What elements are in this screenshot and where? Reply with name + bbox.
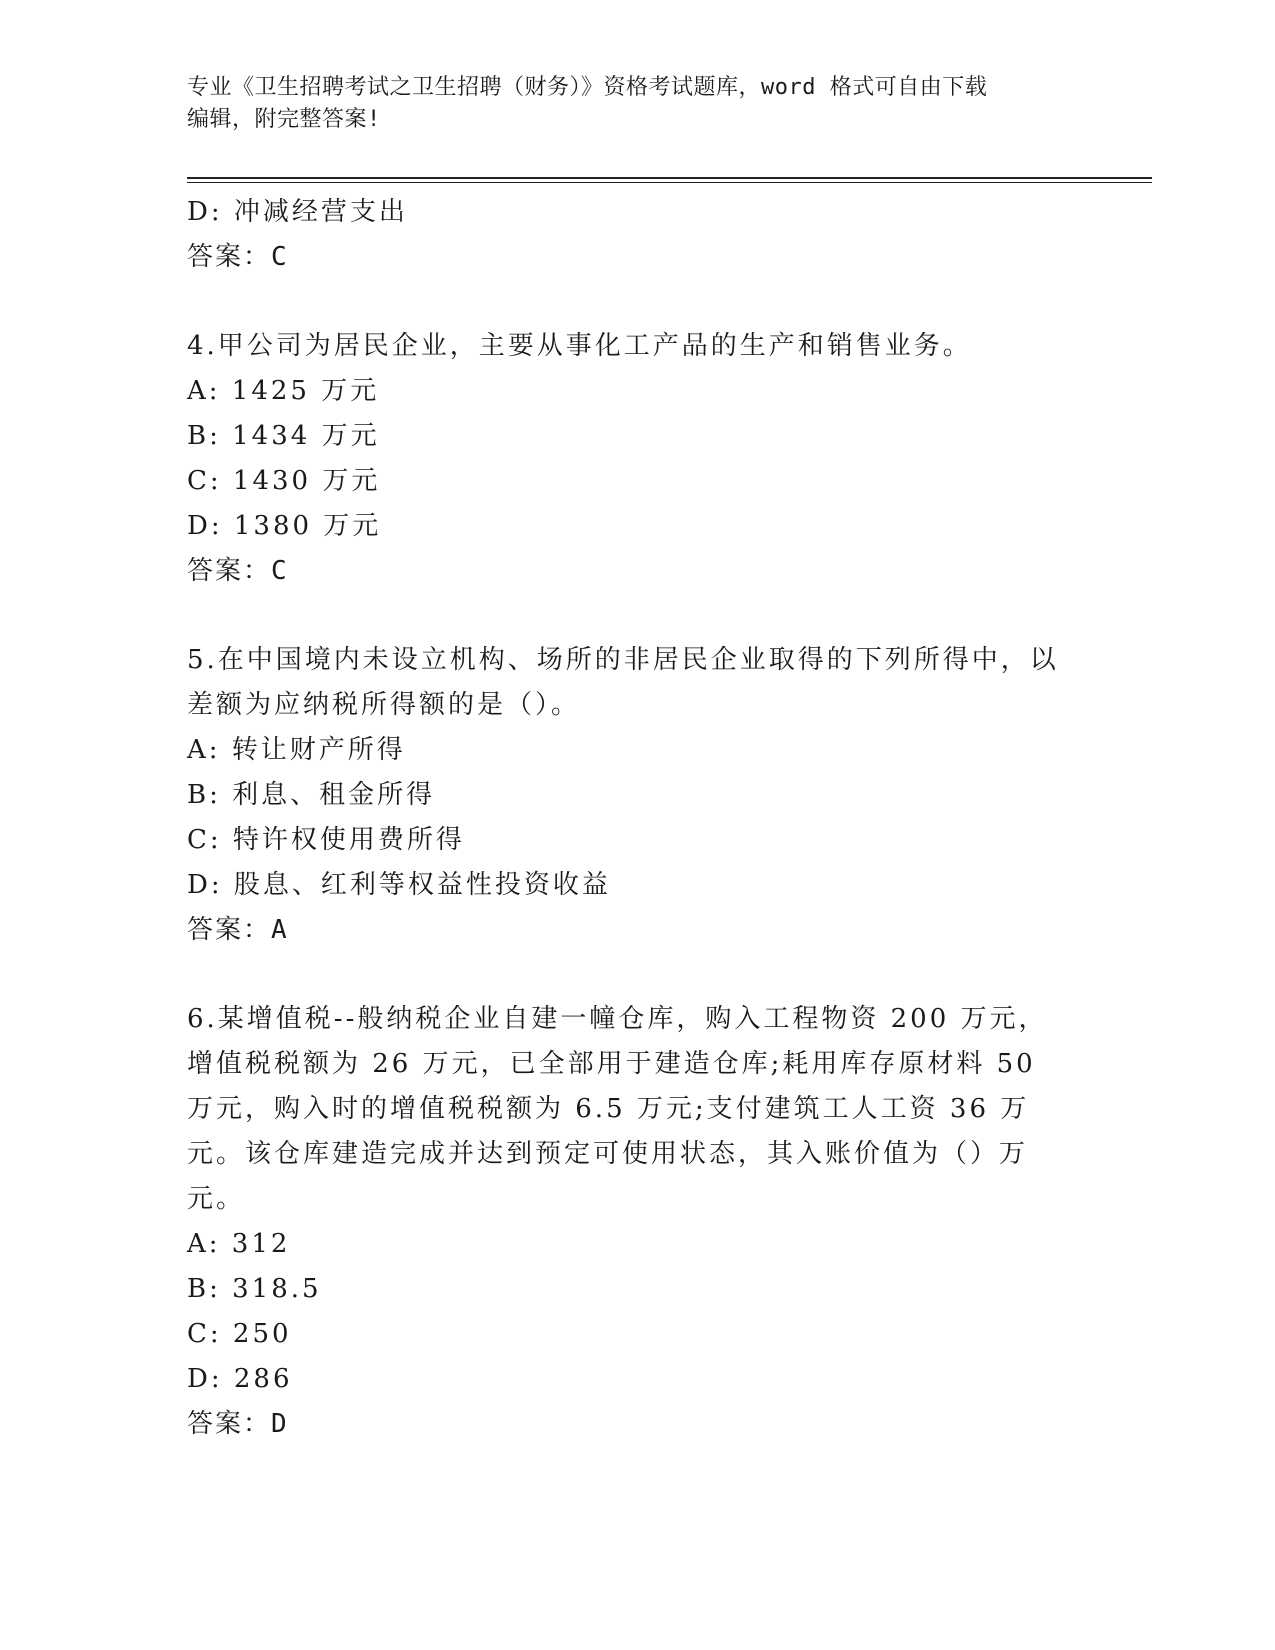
- answer-label: 答案：: [187, 556, 272, 586]
- option-c: C: 特许权使用费所得: [187, 825, 465, 855]
- option-d: D: 股息、红利等权益性投资收益: [187, 870, 611, 900]
- question-answer: [187, 908, 1087, 953]
- question-list: [187, 190, 1087, 1447]
- header-divider-thick: [187, 177, 1152, 179]
- answer-value: D: [271, 1409, 289, 1439]
- document-header: [187, 72, 1067, 136]
- option-b: B: 318.5: [187, 1274, 322, 1304]
- question-6: [187, 997, 1087, 1447]
- carryover-answer: [187, 235, 1087, 280]
- question-answer: [187, 549, 1087, 594]
- header-line-2: 编辑，附完整答案!: [187, 107, 381, 132]
- answer-label: 答案：: [187, 915, 272, 945]
- carryover-option-d: D: 冲减经营支出: [187, 197, 408, 227]
- option-a: A: 1425 万元: [187, 376, 380, 406]
- question-4: [187, 324, 1087, 594]
- header-line-1: 专业《卫生招聘考试之卫生招聘（财务）》资格考试题库，word 格式可自由下载: [187, 75, 988, 100]
- header-divider-thin: [187, 182, 1152, 183]
- question-answer: [187, 1402, 1087, 1447]
- answer-label: 答案：: [187, 242, 272, 272]
- answer-value: C: [271, 242, 289, 272]
- option-d: D: 286: [187, 1364, 293, 1394]
- option-a: A: 312: [187, 1229, 291, 1259]
- option-a: A: 转让财产所得: [187, 735, 406, 765]
- option-c: C: 250: [187, 1319, 292, 1349]
- option-d: D: 1380 万元: [187, 511, 382, 541]
- option-b: B: 利息、租金所得: [187, 780, 436, 810]
- answer-value: A: [271, 915, 289, 945]
- question-5: [187, 638, 1087, 953]
- answer-label: 答案：: [187, 1409, 272, 1439]
- answer-value: C: [271, 556, 289, 586]
- question-stem: 4.甲公司为居民企业，主要从事化工产品的生产和销售业务。: [187, 331, 972, 361]
- question-stem: 6.某增值税--般纳税企业自建一幢仓库，购入工程物资 200 万元，增值税税额为 26 万元，已全部用于建造仓库;耗用库存原材料 50 万元，购入时的增值税税额为 6.5 万元;支付建筑工人工资 36 万元。该仓库建造完成并达到预定可使用状态，其入账价值为（）万元。: [187, 1004, 1048, 1214]
- question-stem: 5.在中国境内未设立机构、场所的非居民企业取得的下列所得中，以差额为应纳税所得额的是（）。: [187, 645, 1059, 720]
- option-c: C: 1430 万元: [187, 466, 381, 496]
- option-b: B: 1434 万元: [187, 421, 380, 451]
